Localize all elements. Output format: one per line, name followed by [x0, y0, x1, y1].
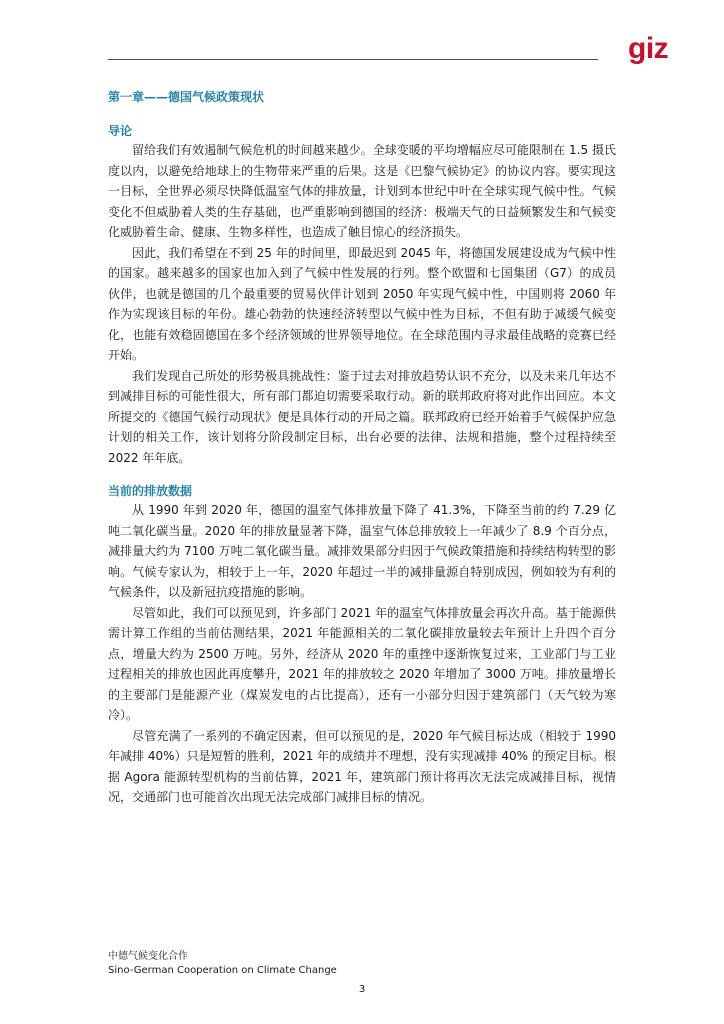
paragraph: 留给我们有效遏制气候危机的时间越来越少。全球变暖的平均增幅应尽可能限制在 1.5 摄氏度以内，以避免给地球上的生物带来严重的后果。这是《巴黎气候协定》的协议内容。要实现这一目标，全世界必须尽快降低温室气体的排放量，计划到本世纪中叶在全球实现气候中性。气候变化不但威胁着人类的生存基础，也严重影响到德国的经济：极端天气的日益频繁发生和气候变化威胁着生命、健康、生物多样性，也造成了触目惊心的经济损失。	[108, 143, 616, 239]
chapter-title: 第一章——德国气候政策现状	[108, 90, 265, 104]
paragraph: 我们发现自己所处的形势极具挑战性：鉴于过去对排放趋势认识不充分，以及未来几年达不到减排目标的可能性很大，所有部门都迫切需要采取行动。新的联邦政府将对此作出回应。本文所提交的《德国气候行动现状》便是具体行动的开局之篇。联邦政府已经开始着手气候保护应急计划的相关工作，该计划将分阶段制定目标，出台必要的法律、法规和措施，整个过程持续至 2022 年年底。	[108, 368, 616, 465]
page-content	[108, 88, 616, 808]
paragraph: 从 1990 年到 2020 年，德国的温室气体排放量下降了 41.3%，下降至当前的约 7.29 亿吨二氧化碳当量。2020 年的排放量显著下降，温室气体总排放较上一年减少了 8.9 个百分点，减排量大约为 7100 万吨二氧化碳当量。减排效果部分归因于气候政策措施和持续结构转型的影响。气候专家认为，相较于上一年，2020 年超过一半的减排量源自特别成因，例如较为有利的气候条件，以及新冠抗疫措施的影响。	[108, 503, 616, 599]
header-rule	[108, 59, 598, 60]
section-heading-emissions: 当前的排放数据	[108, 484, 193, 498]
page-number: 3	[358, 984, 366, 995]
footer-text-en: Sino-German Cooperation on Climate Change	[108, 965, 337, 976]
paragraph: 因此，我们希望在不到 25 年的时间里，即最迟到 2045 年，将德国发展建设成为气候中性的国家。越来越多的国家也加入到了气候中性发展的行列。整个欧盟和七国集团（G7）的成员伙伴，也就是德国的几个最重要的贸易伙伴计划到 2050 年实现气候中性，中国则将 2060 年作为实现该目标的年份。雄心勃勃的快速经济转型以气候中性为目标，不但有助于减缓气候变化，也能有效稳固德国在多个经济领域的世界领导地位。在全球范围内寻求最佳战略的竞赛已经开始。	[108, 245, 616, 362]
giz-logo: giz	[628, 32, 669, 65]
paragraph: 尽管如此，我们可以预见到，许多部门 2021 年的温室气体排放量会再次升高。基于能源供需计算工作组的当前估测结果，2021 年能源相关的二氧化碳排放量较去年预计上升四个百分点，增量大约为 2500 万吨。另外，经济从 2020 年的重挫中逐渐恢复过来，工业部门与工业过程相关的排放也因此再度攀升，2021 年的排放较之 2020 年增加了 3000 万吨。排放量增长的主要部门是能源产业（煤炭发电的占比提高），还有一小部分归因于建筑部门（天气较为寒冷）。	[108, 605, 616, 722]
footer	[108, 950, 337, 978]
footer-text-cn: 中德气候变化合作	[108, 951, 188, 962]
section-heading-intro: 导论	[108, 124, 133, 138]
paragraph: 尽管充满了一系列的不确定因素，但可以预见的是，2020 年气候目标达成（相较于 1990 年减排 40%）只是短暂的胜利，2021 年的成绩并不理想，没有实现减排 40% 的预定目标。根据 Agora 能源转型机构的当前估算，2021 年，建筑部门预计将再次无法完成减排目标，视情况，交通部门也可能首次出现无法完成部门减排目标的情况。	[108, 728, 616, 804]
